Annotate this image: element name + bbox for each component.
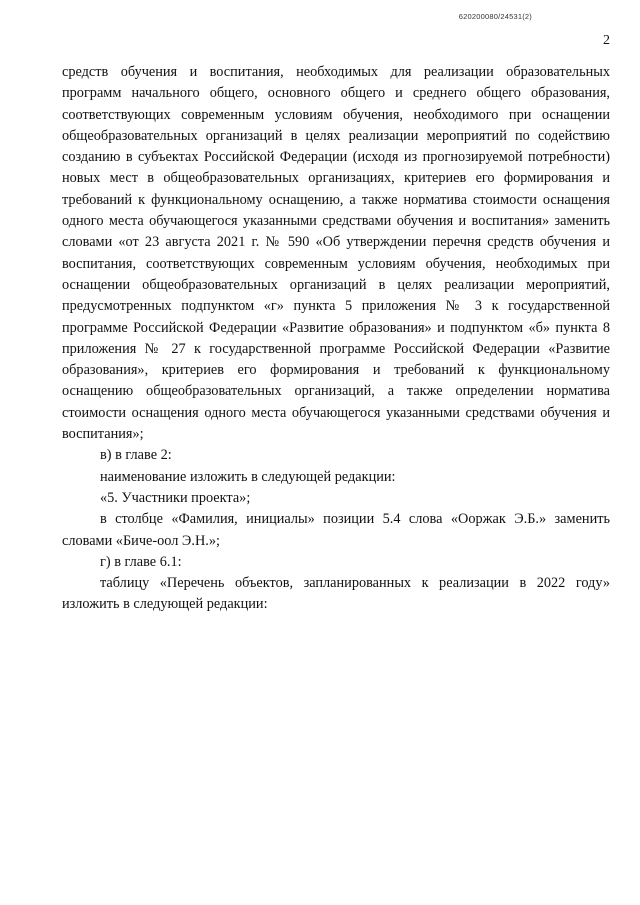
document-registration-code: 620200080/24531(2) (458, 12, 532, 21)
paragraph-table-instruction: таблицу «Перечень объектов, запланированных к реализации в 2022 году» изложить в следующей редакции: (62, 575, 610, 613)
paragraph-column-replacement: в столбце «Фамилия, инициалы» позиции 5.4 слова «Ооржак Э.Б.» заменить словами «Биче-оол Э.Н.»; (62, 511, 610, 549)
paragraph-item-g: г) в главе 6.1: (100, 553, 182, 570)
document-body (62, 62, 610, 616)
paragraph-section-title: «5. Участники проекта»; (100, 489, 251, 506)
page-number: 2 (603, 33, 610, 48)
paragraph-naming-instruction: наименование изложить в следующей редакции: (100, 468, 396, 485)
paragraph-item-v: в) в главе 2: (100, 447, 172, 464)
paragraph-continuation: средств обучения и воспитания, необходимых для реализации образовательных программ начального общего, основного общего и среднего общего образования, соответствующих современным условиям обучения, необходимого при оснащении общеобразовательных организаций в целях реализации мероприятий по содействию созданию в субъектах Российской Федерации (исходя из прогнозируемой потребности) новых мест в общеобразовательных организациях, критериев его формирования и требований к функциональному оснащению, а также норматива стоимости оснащения одного места обучающегося указанными средствами обучения и воспитания» заменить словами «от 23 августа 2021 г. № 590 «Об утверждении перечня средств обучения и воспитания, соответствующих современным условиям обучения, необходимых при оснащении общеобразовательных организаций в целях реализации мероприятий, предусмотренных подпунктом «г» пункта 5 приложения № 3 к государственной программе Российской Федерации «Развитие образования» и подпунктом «б» пункта 8 приложения № 27 к государственной программе Российской Федерации «Развитие образования», критериев его формирования и требований к функциональному оснащению общеобразовательных организаций, а также определении норматива стоимости оснащения одного места обучающегося указанными средствами обучения и воспитания»; (62, 64, 610, 443)
